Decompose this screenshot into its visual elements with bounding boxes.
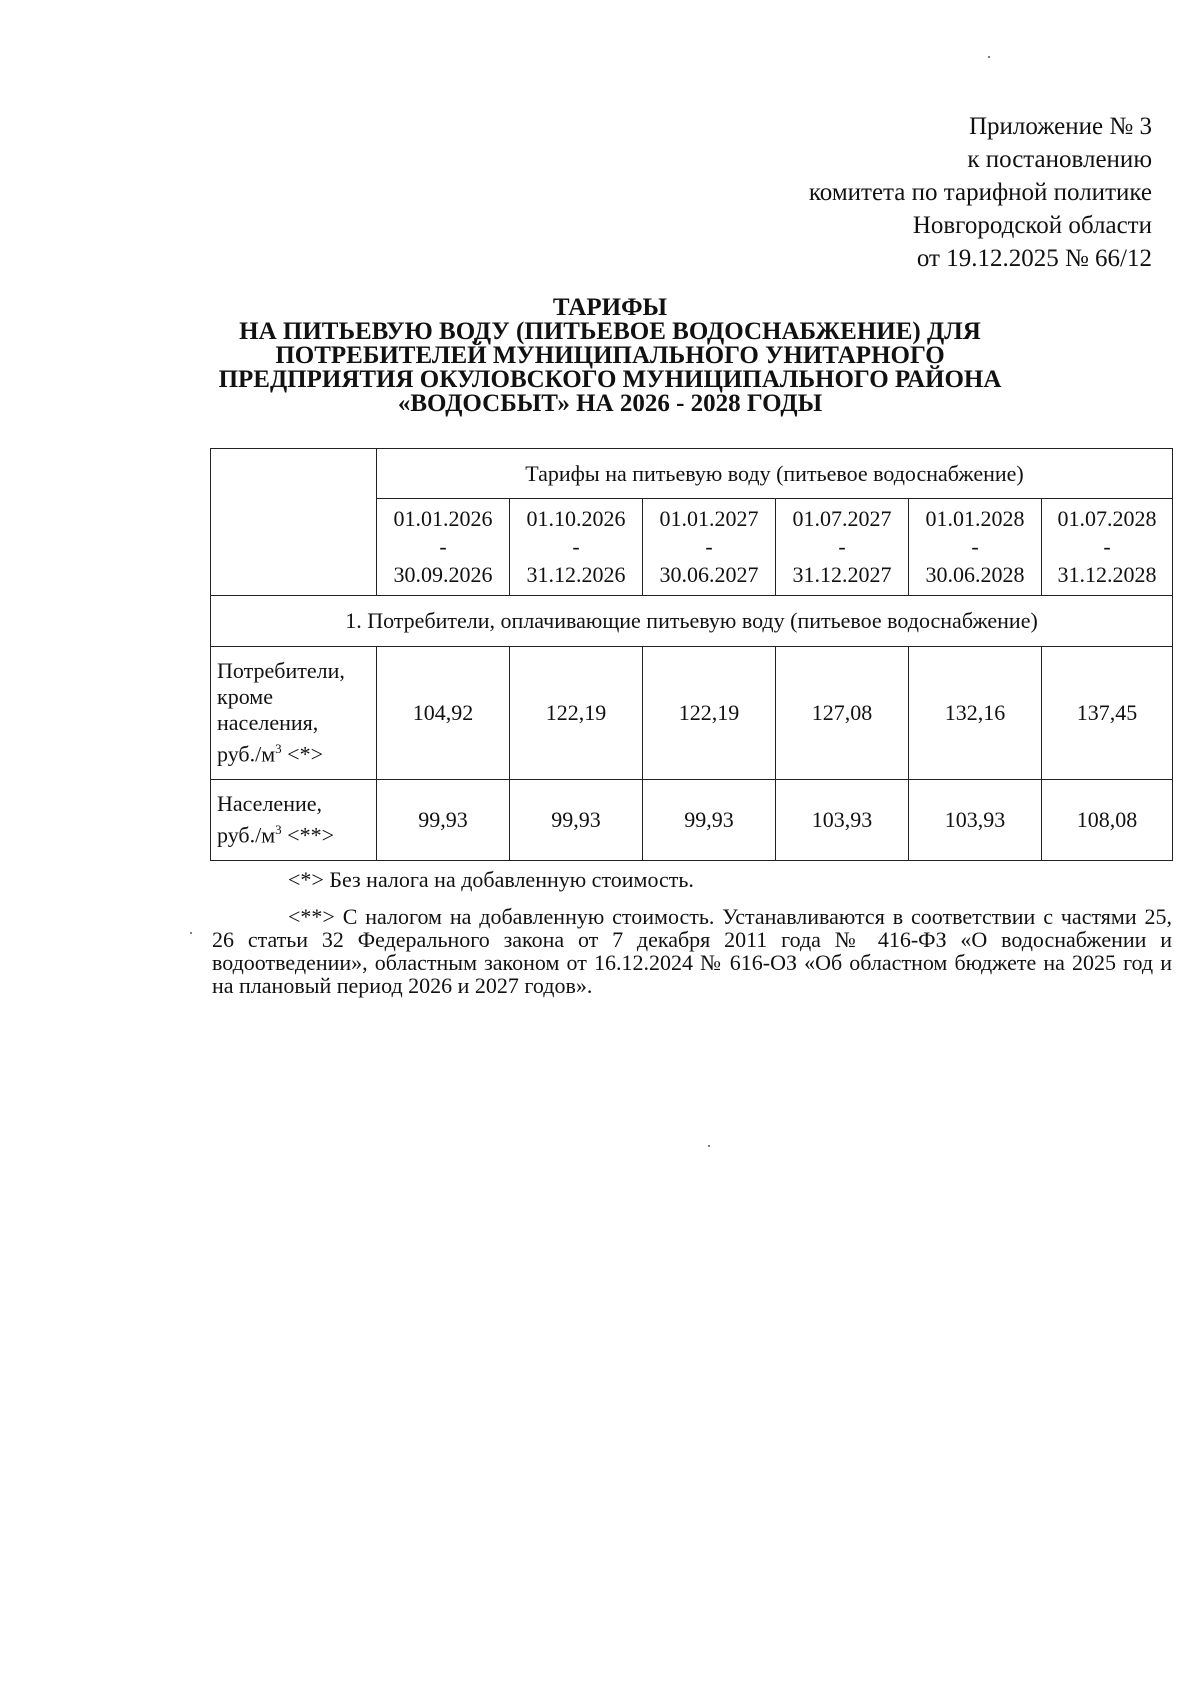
row-footnote-mark: <**> [281, 822, 334, 848]
value-cell: 103,93 [909, 780, 1042, 861]
row-label-unit-line [217, 736, 376, 767]
document-title [160, 296, 1060, 416]
row-label [211, 647, 377, 780]
tariffs-table [210, 448, 1173, 861]
section-title: 1. Потребители, оплачивающие питьевую воду (питьевое водоснабжение) [211, 596, 1173, 647]
value-cell: 103,93 [776, 780, 909, 861]
period-dash: - [705, 534, 713, 559]
scan-speck [988, 56, 990, 58]
period-to: 31.12.2027 [792, 562, 892, 587]
value-cell: 104,92 [377, 647, 510, 780]
table-row [211, 780, 1173, 861]
row-unit-sup: 3 [275, 741, 282, 757]
value-cell: 137,45 [1042, 647, 1173, 780]
value-cell: 122,19 [510, 647, 643, 780]
period-from: 01.07.2028 [1057, 506, 1157, 531]
appendix-number: Приложение № 3 [968, 113, 1152, 140]
period-from: 01.01.2028 [925, 506, 1025, 531]
appendix-header [809, 110, 1152, 275]
value-cell: 99,93 [643, 780, 776, 861]
period-cell [643, 499, 776, 596]
period-cell [510, 499, 643, 596]
period-dash: - [1103, 534, 1111, 559]
row-label-unit-line [217, 817, 376, 848]
row-label-line: кроме [217, 684, 273, 710]
row-footnote-mark: <*> [281, 741, 323, 767]
period-to: 30.06.2028 [925, 562, 1025, 587]
period-from: 01.01.2026 [393, 506, 493, 531]
period-cell [909, 499, 1042, 596]
row-label [211, 780, 377, 861]
value-cell: 99,93 [377, 780, 510, 861]
footnotes [212, 868, 1172, 997]
title-line-1: ТАРИФЫ [552, 294, 668, 321]
table-corner-cell [211, 449, 377, 596]
scan-speck [190, 932, 192, 934]
title-line-2: НА ПИТЬЕВУЮ ВОДУ (ПИТЬЕВОЕ ВОДОСНАБЖЕНИЕ) ДЛЯ [239, 318, 981, 345]
period-to: 31.12.2028 [1057, 562, 1157, 587]
period-to: 31.12.2026 [526, 562, 626, 587]
value-cell: 127,08 [776, 647, 909, 780]
appendix-region: Новгородской области [912, 212, 1152, 239]
period-to: 30.09.2026 [393, 562, 493, 587]
period-from: 01.10.2026 [526, 506, 626, 531]
title-line-3: ПОТРЕБИТЕЛЕЙ МУНИЦИПАЛЬНОГО УНИТАРНОГО [275, 342, 945, 369]
value-cell: 99,93 [510, 780, 643, 861]
footnote-2: <**> С налогом на добавленную стоимость. Устанавливаются в соответствии с частями 25, 26 статьи 32 Федерального закона от 7 декабря 2011 года № 416-ФЗ «О водоснабжении и водоотведении», областным законом от 16.12.2024 № 616-ОЗ «Об областном бюджете на 2025 год и на плановый период 2026 и 2027 годов». [212, 904, 1172, 998]
row-unit: руб./м [217, 741, 276, 767]
period-to: 30.06.2027 [659, 562, 759, 587]
value-cell: 108,08 [1042, 780, 1173, 861]
period-dash: - [439, 534, 447, 559]
value-cell: 122,19 [643, 647, 776, 780]
appendix-ref: к постановлению [967, 146, 1152, 173]
period-cell [1042, 499, 1173, 596]
scan-speck [708, 1145, 710, 1147]
row-label-line: Население, [217, 791, 323, 817]
footnote-1: <*> Без налога на добавленную стоимость. [288, 867, 694, 892]
row-label-line: Потребители, [217, 658, 345, 684]
row-label-line: населения, [217, 710, 319, 736]
value-cell: 132,16 [909, 647, 1042, 780]
section-row [211, 596, 1173, 647]
period-from: 01.01.2027 [659, 506, 759, 531]
table-row [211, 647, 1173, 780]
table-header-row [211, 449, 1173, 499]
table-header: Тарифы на питьевую воду (питьевое водоснабжение) [377, 449, 1173, 499]
period-cell [377, 499, 510, 596]
period-dash: - [572, 534, 580, 559]
title-line-5: «ВОДОСБЫТ» НА 2026 - 2028 ГОДЫ [397, 390, 823, 417]
appendix-date: от 19.12.2025 № 66/12 [916, 245, 1152, 272]
row-unit-sup: 3 [275, 822, 282, 838]
appendix-committee: комитета по тарифной политике [808, 179, 1152, 206]
period-cell [776, 499, 909, 596]
period-dash: - [971, 534, 979, 559]
row-unit: руб./м [217, 822, 276, 848]
period-from: 01.07.2027 [792, 506, 892, 531]
title-line-4: ПРЕДПРИЯТИЯ ОКУЛОВСКОГО МУНИЦИПАЛЬНОГО РАЙОНА [218, 366, 1002, 393]
period-dash: - [838, 534, 846, 559]
